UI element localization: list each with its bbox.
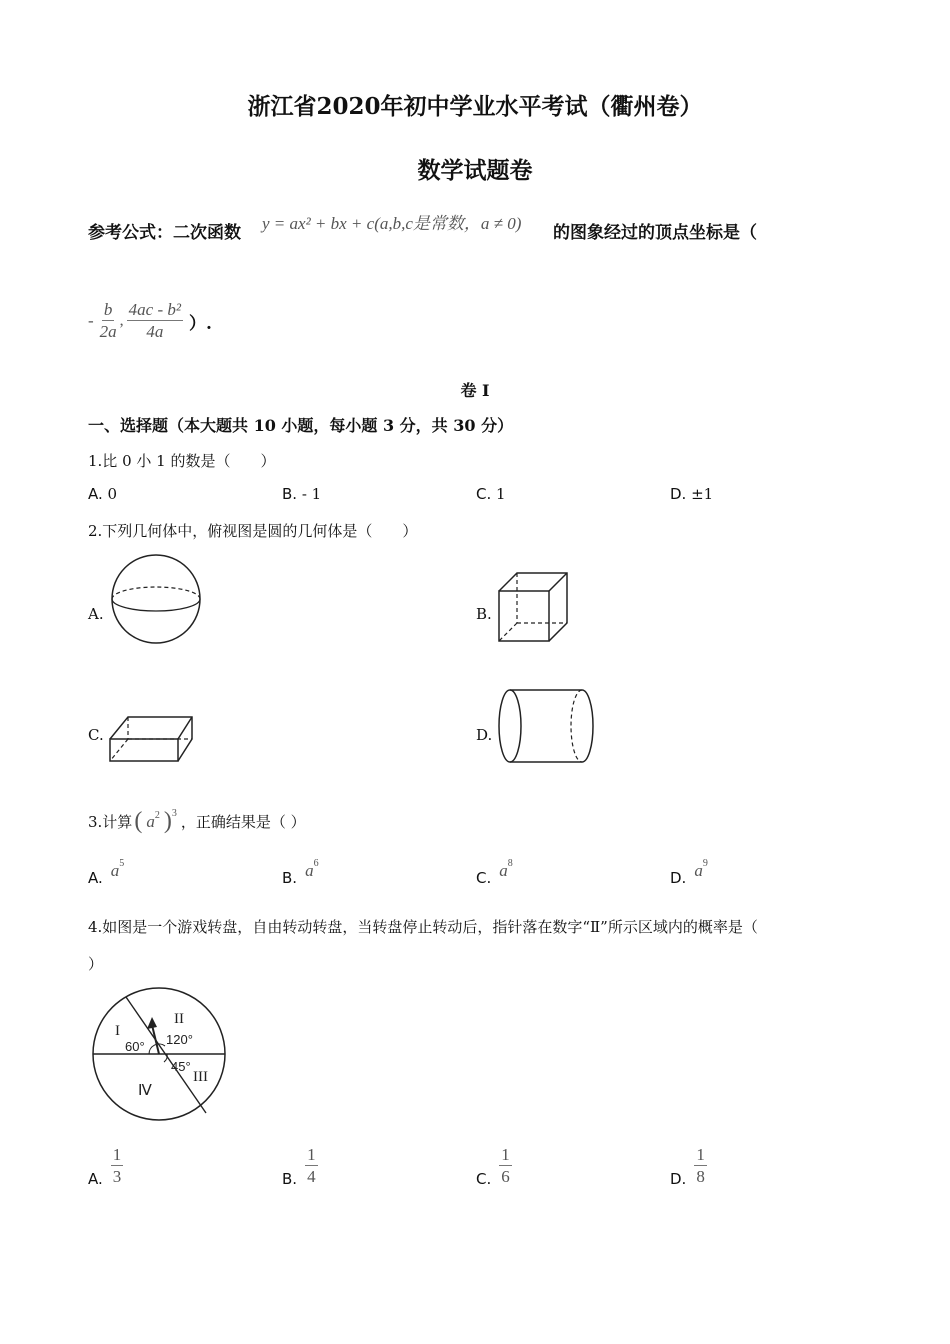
spinner-angle-120: 120°	[166, 1032, 193, 1047]
q4-option-c-num: 1	[501, 1144, 510, 1164]
q3-stem-post: ，正确结果是（ ）	[180, 813, 306, 831]
q3-option-a-letter: A.	[88, 869, 103, 887]
q4-option-a-num: 1	[112, 1144, 122, 1164]
formula-tail: 的图象经过的顶点坐标是（	[553, 223, 757, 243]
q1-option-c-letter: C.	[476, 485, 492, 503]
q4-option-c-fraction	[499, 1145, 512, 1188]
q2-stem: 2.下列几何体中，俯视图是圆的几何体是（ ）	[88, 522, 418, 540]
q3-option-d	[670, 858, 708, 887]
q3-option-b-exp: 6	[313, 858, 319, 869]
spinner-diagram	[89, 986, 231, 1122]
section-heading: 一、选择题（本大题共 10 小题，每小题 3 分，共 30 分）	[88, 416, 514, 435]
q4-option-c-letter: C.	[476, 1170, 492, 1188]
spinner-region-1: I	[115, 1023, 120, 1039]
formula-expression: y = ax² + bx + c(a,b,c是常数，a ≠ 0)	[262, 214, 522, 233]
q4-option-d-letter: D.	[670, 1170, 687, 1188]
q1-option-b-letter: B.	[282, 485, 298, 503]
q1-option-a	[88, 485, 117, 503]
cylinder-figure	[496, 688, 596, 766]
q3-option-a-exp: 5	[119, 858, 125, 869]
q3-option-c	[476, 858, 513, 887]
q3-option-c-letter: C.	[476, 869, 492, 887]
q1-stem: 1.比 0 小 1 的数是（ ）	[88, 452, 276, 470]
q1-option-b	[282, 485, 321, 503]
q1-option-a-text: 0	[107, 485, 118, 503]
q4-option-c	[476, 1144, 512, 1188]
q2-option-d-label: D.	[476, 726, 493, 744]
formula-lead: 参考公式：二次函数	[88, 223, 241, 243]
q4-option-b	[282, 1144, 318, 1188]
q3-expr-inner-exp: 2	[154, 810, 160, 821]
vertex-num-y: 4ac - b²	[128, 299, 181, 319]
volume-label: 卷 I	[460, 381, 490, 400]
spinner-angle-45: 45°	[171, 1059, 191, 1074]
cuboid-figure	[108, 715, 196, 765]
q4-option-b-letter: B.	[282, 1170, 298, 1188]
q3-option-a	[88, 858, 124, 887]
q4-stem-line2: ）	[88, 955, 104, 973]
q1-option-d-text: ±1	[691, 485, 714, 503]
q4-option-a-letter: A.	[88, 1170, 103, 1188]
spinner-region-2: II	[174, 1011, 184, 1027]
q4-option-d-num: 1	[696, 1144, 705, 1164]
q2-option-b-label: B.	[476, 605, 492, 623]
q1-option-c	[476, 485, 506, 503]
q3-option-d-exp: 9	[702, 858, 708, 869]
q1-option-b-text: - 1	[301, 485, 322, 503]
cube-figure	[496, 570, 570, 644]
q3-stem-pre: 3.计算	[88, 813, 133, 831]
q4-option-d-fraction	[694, 1145, 707, 1188]
q3-option-b	[282, 858, 319, 887]
q3-option-c-base: a	[499, 861, 508, 880]
vertex-minus: -	[88, 311, 94, 330]
q4-option-c-den: 6	[501, 1166, 510, 1186]
spinner-region-4: Ⅳ	[138, 1083, 152, 1099]
q4-option-d	[670, 1144, 707, 1188]
q4-option-d-den: 8	[696, 1166, 705, 1186]
q3-option-a-base: a	[110, 861, 120, 880]
q1-option-d-letter: D.	[670, 485, 687, 503]
q3-option-b-base: a	[305, 861, 314, 880]
q3-option-d-letter: D.	[670, 869, 687, 887]
q2-option-a-label: A.	[88, 605, 104, 623]
spinner-angle-60: 60°	[125, 1039, 145, 1054]
vertex-formula	[88, 296, 212, 346]
vertex-fraction-y	[127, 300, 183, 343]
vertex-close: ）.	[188, 313, 212, 334]
vertex-den-x: 2a	[99, 321, 117, 341]
vertex-num-x: b	[103, 299, 113, 319]
q4-option-b-num: 1	[307, 1144, 316, 1164]
q4-stem-line1: 4.如图是一个游戏转盘，自由转动转盘，当转盘停止转动后，指针落在数字“Ⅱ”所示区域内的概率是（	[88, 918, 758, 936]
q3-option-b-letter: B.	[282, 869, 298, 887]
document-subtitle: 数学试题卷	[417, 157, 533, 184]
document-title: 浙江省2020年初中学业水平考试（衢州卷）	[247, 93, 703, 120]
q2-option-c-label: C.	[88, 726, 104, 744]
q1-option-a-letter: A.	[88, 485, 103, 503]
sphere-figure	[108, 553, 204, 645]
vertex-comma: ,	[119, 312, 124, 329]
spinner-region-3: III	[193, 1069, 208, 1085]
q1-option-c-text: 1	[496, 485, 506, 503]
q4-option-b-fraction	[305, 1145, 318, 1188]
q4-option-b-den: 4	[307, 1166, 316, 1186]
q3-stem: 3.计算 ( a $^2$ ) $^3$ ，正确结果是（ ）	[88, 808, 306, 834]
q3-expr-base: a	[146, 811, 155, 831]
q3-option-c-exp: 8	[507, 858, 513, 869]
q3-expr-outer-exp: 3	[171, 808, 177, 819]
q4-option-a-fraction	[111, 1145, 124, 1188]
vertex-fraction-x	[100, 300, 117, 343]
q4-option-a	[88, 1144, 123, 1188]
q4-option-a-den: 3	[112, 1166, 122, 1186]
q3-option-d-base: a	[694, 861, 703, 880]
vertex-den-y: 4a	[146, 321, 164, 341]
q1-option-d	[670, 485, 713, 503]
